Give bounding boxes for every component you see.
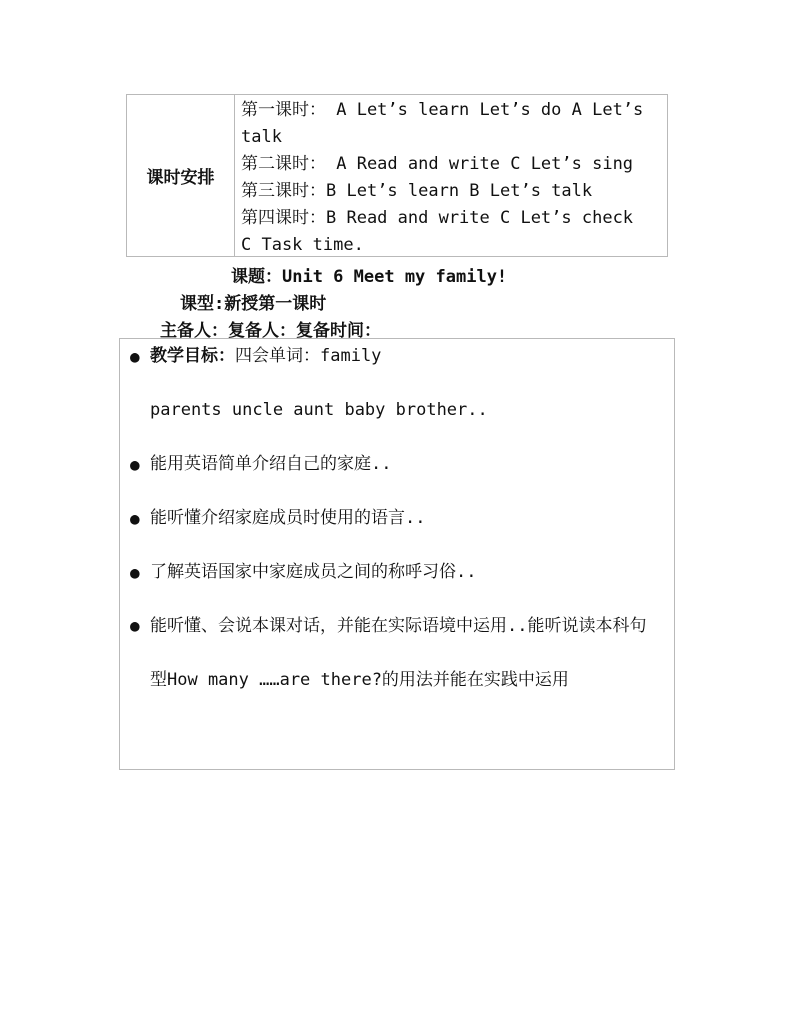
goal-text: 了解英语国家中家庭成员之间的称呼习俗.. xyxy=(150,562,477,582)
goal-item xyxy=(130,451,655,478)
goal-text: 能听懂介绍家庭成员时使用的语言.. xyxy=(150,508,426,528)
schedule-line-1: 第一课时： A Let’s learn Let’s do A Let’s xyxy=(241,100,644,120)
bullet-icon: ● xyxy=(130,509,140,528)
schedule-label: 课时安排 xyxy=(127,95,235,256)
bullet-icon: ● xyxy=(130,616,140,635)
vocabulary-words: parents uncle aunt baby brother.. xyxy=(150,400,488,420)
goal-item xyxy=(130,343,655,424)
bullet-icon: ● xyxy=(130,455,140,474)
schedule-line-6: C Task time. xyxy=(241,235,364,255)
lesson-title: 课题：Unit 6 Meet my family! xyxy=(231,267,508,287)
goals-heading: 教学目标： xyxy=(150,346,235,366)
bullet-icon: ● xyxy=(130,347,140,366)
schedule-line-5: 第四课时：B Read and write C Let’s check xyxy=(241,208,634,228)
schedule-line-4: 第三课时：B Let’s learn B Let’s talk xyxy=(241,181,593,201)
goal-text: 能听懂、会说本课对话，并能在实际语境中运用..能听说读本科句型How many ……are there?的用法并能在实践中运用 xyxy=(150,616,647,690)
teaching-goals-box xyxy=(119,338,675,770)
lesson-type: 课型:新授第一课时 xyxy=(180,294,327,314)
bullet-icon: ● xyxy=(130,563,140,582)
schedule-table xyxy=(126,94,668,257)
preparers-line: 主备人：复备人：复备时间： xyxy=(160,321,381,341)
schedule-line-2: talk xyxy=(241,127,282,147)
schedule-line-3: 第二课时： A Read and write C Let’s sing xyxy=(241,154,634,174)
goal-text: 能用英语简单介绍自己的家庭.. xyxy=(150,454,392,474)
schedule-lines xyxy=(235,95,667,256)
vocabulary-line: 四会单词：family xyxy=(235,346,382,366)
goal-item xyxy=(130,599,655,707)
goal-item xyxy=(130,505,655,532)
goal-item xyxy=(130,559,655,586)
